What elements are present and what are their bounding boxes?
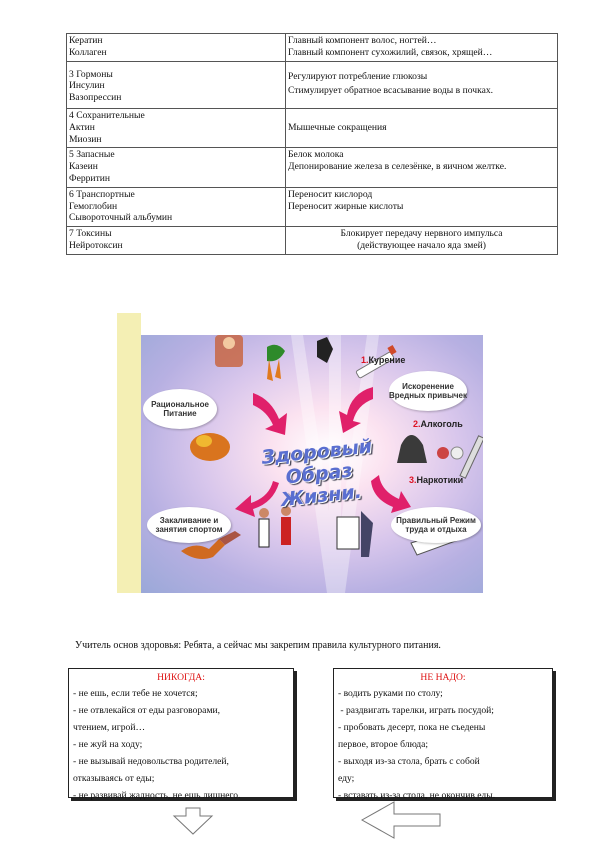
list-item: отказываясь от еды; [73,773,155,784]
list-item: - раздвигать тарелки, играть посудой; [338,705,494,716]
poster-title: Здоровый Образ Жизни. [260,435,374,512]
table-cell [67,187,286,226]
list-item: - не развивай жадность, не ешь лишнего. [73,790,241,801]
table-row [67,187,558,226]
never-header: НИКОГДА: [157,672,205,683]
dont-box [333,668,553,801]
table-cell [286,187,558,226]
list-item: - не жуй на ходу; [73,739,143,750]
cell-line: 4 Сохранительные [69,109,145,121]
list-item: - не отвлекайся от еды разговорами, [73,705,221,716]
list-item: - вставать из-за стола, не окончив еды. [338,790,496,801]
cell-line: Вазопрессин [69,92,122,104]
cell-line: Стимулирует обратное всасывание воды в почках. [288,85,494,97]
table-cell [286,148,558,187]
nutrition-bubble: Рациональное Питание [143,389,217,429]
table-cell [67,61,286,108]
table-row [67,108,558,147]
cell-line: Ферритин [69,172,111,184]
dont-header: НЕ НАДО: [420,672,466,683]
teacher-line: Учитель основ здоровья: Ребята, а сейчас мы закрепим правила культурного питания. [75,640,441,651]
cell-line: 6 Транспортные [69,188,135,200]
table-cell [67,108,286,147]
table-cell [286,227,558,255]
table-cell [67,34,286,62]
cell-line: Кератин [69,35,103,46]
cell-line: Казеин [69,161,98,173]
cell-line: Депонирование железа в селезёнке, в яичном желтке. [288,161,507,173]
list-item: - водить руками по столу; [338,688,443,699]
sport-bubble: Закаливание и занятия спортом [147,507,231,543]
cell-line: Миозин [69,133,102,145]
cell-line: (действующее начало яда змей) [357,239,486,251]
list-item: первое, второе блюда; [338,739,429,750]
table-cell [286,61,558,108]
list-item: - не вызывай недовольства родителей, [73,756,229,767]
cell-line: Гемоглобин [69,200,118,212]
healthy-lifestyle-poster [117,313,483,593]
cell-line: Нейротоксин [69,239,123,251]
list-item: - выходя из-за стола, брать с собой [338,756,480,767]
list-item: чтением, игрой… [73,722,146,733]
cell-line: Сывороточный альбумин [69,212,173,224]
cell-line: Инсулин [69,80,105,92]
bottom-arrows-decoration [0,800,595,842]
cell-line: 5 Запасные [69,149,115,161]
cell-line: Регулируют потребление глюкозы [288,71,428,83]
table-cell [67,148,286,187]
table-row [67,61,558,108]
cell-line: Мышечные сокращения [288,121,387,133]
smoking-label: 1.Курение [361,355,406,365]
protein-functions-table [66,33,558,255]
table-cell [286,34,558,62]
list-item: еду; [338,773,355,784]
cell-line: Переносит жирные кислоты [288,200,404,212]
poster-canvas [141,335,483,593]
cell-line: Белок молока [288,149,344,161]
habits-bubble: Искоренение Вредных привычек [389,371,467,411]
regime-bubble: Правильный Режим труда и отдыха [391,507,481,543]
cell-line: Главный компонент волос, ногтей… [288,35,437,46]
cell-line: 3 Гормоны [69,68,113,80]
drugs-label: 3.Наркотики [409,475,464,485]
never-box [68,668,294,801]
table-row [67,227,558,255]
table-cell [67,227,286,255]
table-row [67,34,558,62]
alcohol-label: 2.Алкоголь [413,419,463,429]
poster-side-strip [117,313,141,593]
list-item: - не ешь, если тебе не хочется; [73,688,198,699]
cell-line: Переносит кислород [288,188,373,200]
cell-line: Главный компонент сухожилий, связок, хрящей… [288,46,493,58]
cell-line: 7 Токсины [69,228,112,240]
arrow-icon [174,808,212,834]
cell-line: Актин [69,121,95,133]
cell-line: Блокирует передачу нервного импульса [340,228,503,240]
arrow-icon [362,802,440,838]
table-row [67,148,558,187]
list-item: - пробовать десерт, пока не съедены [338,722,486,733]
table-cell [286,108,558,147]
cell-line: Коллаген [69,46,107,58]
